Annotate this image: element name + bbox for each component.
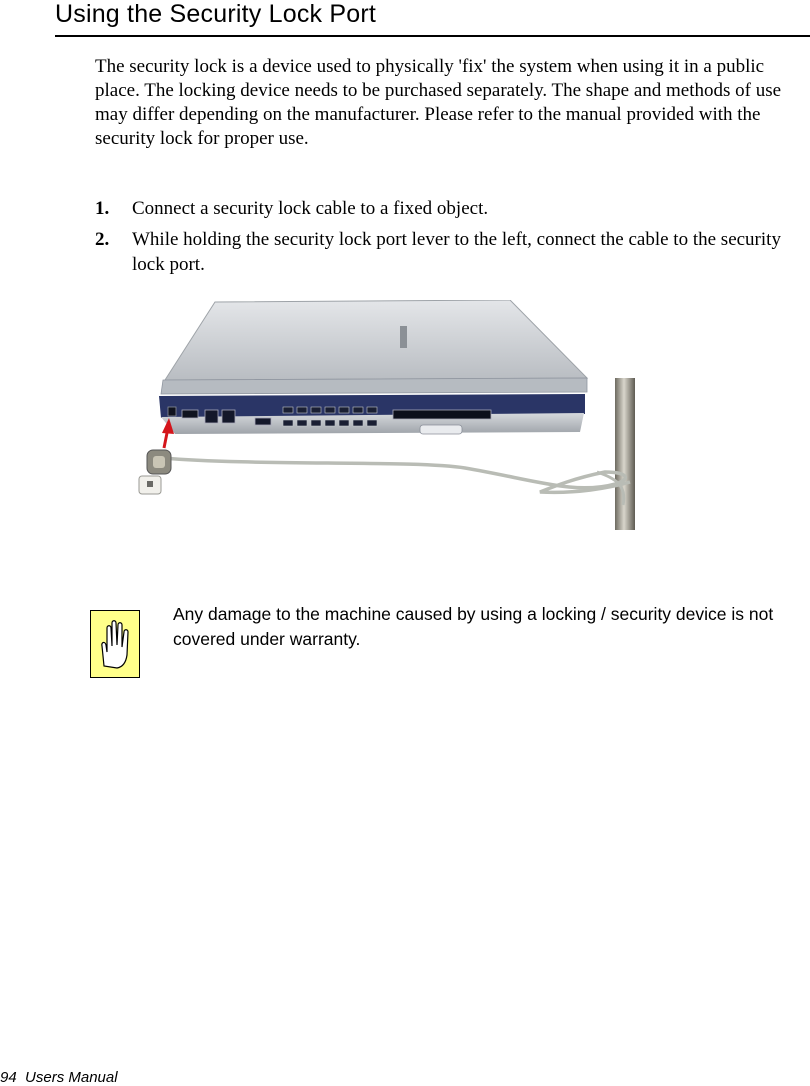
intro-paragraph: The security lock is a device used to physically 'fix' the system when using it in a public place. The locking device needs to be purchased separately. The shape and methods of use may differ depending on the manufacturer. Please refer to the manual provided with the security lock for proper use.: [95, 56, 782, 149]
fixed-pole: [615, 378, 635, 530]
step-text: Connect a security lock cable to a fixed object.: [132, 198, 489, 219]
step-text: While holding the security lock port lever to the left, connect the cable to the security lock port.: [132, 229, 781, 275]
step-number: 1.: [95, 198, 110, 219]
card-slot: [393, 410, 491, 419]
modem-port: [222, 410, 235, 423]
laptop-lid-edge: [161, 378, 587, 394]
page-footer: 94 Users Manual: [0, 1069, 118, 1086]
step-number: 2.: [95, 229, 110, 250]
title-divider: [55, 35, 810, 37]
step-item: [95, 196, 807, 221]
usb-port: [182, 410, 198, 418]
step-item: [95, 227, 807, 277]
hand-stop-icon: [90, 610, 140, 678]
usb-port: [255, 418, 271, 425]
laptop-security-lock-illustration: [135, 300, 635, 530]
cable-lock: [139, 450, 171, 494]
network-port: [205, 410, 218, 423]
security-cable: [163, 458, 630, 492]
laptop-lid: [165, 300, 587, 380]
security-lock-port: [168, 407, 176, 416]
page-title: Using the Security Lock Port: [55, 0, 377, 28]
step-list: [95, 196, 807, 283]
laptop-logo: [400, 326, 407, 348]
warranty-note: Any damage to the machine caused by using a locking / security device is not covered under warranty.: [173, 604, 774, 649]
latch-button: [420, 425, 462, 434]
